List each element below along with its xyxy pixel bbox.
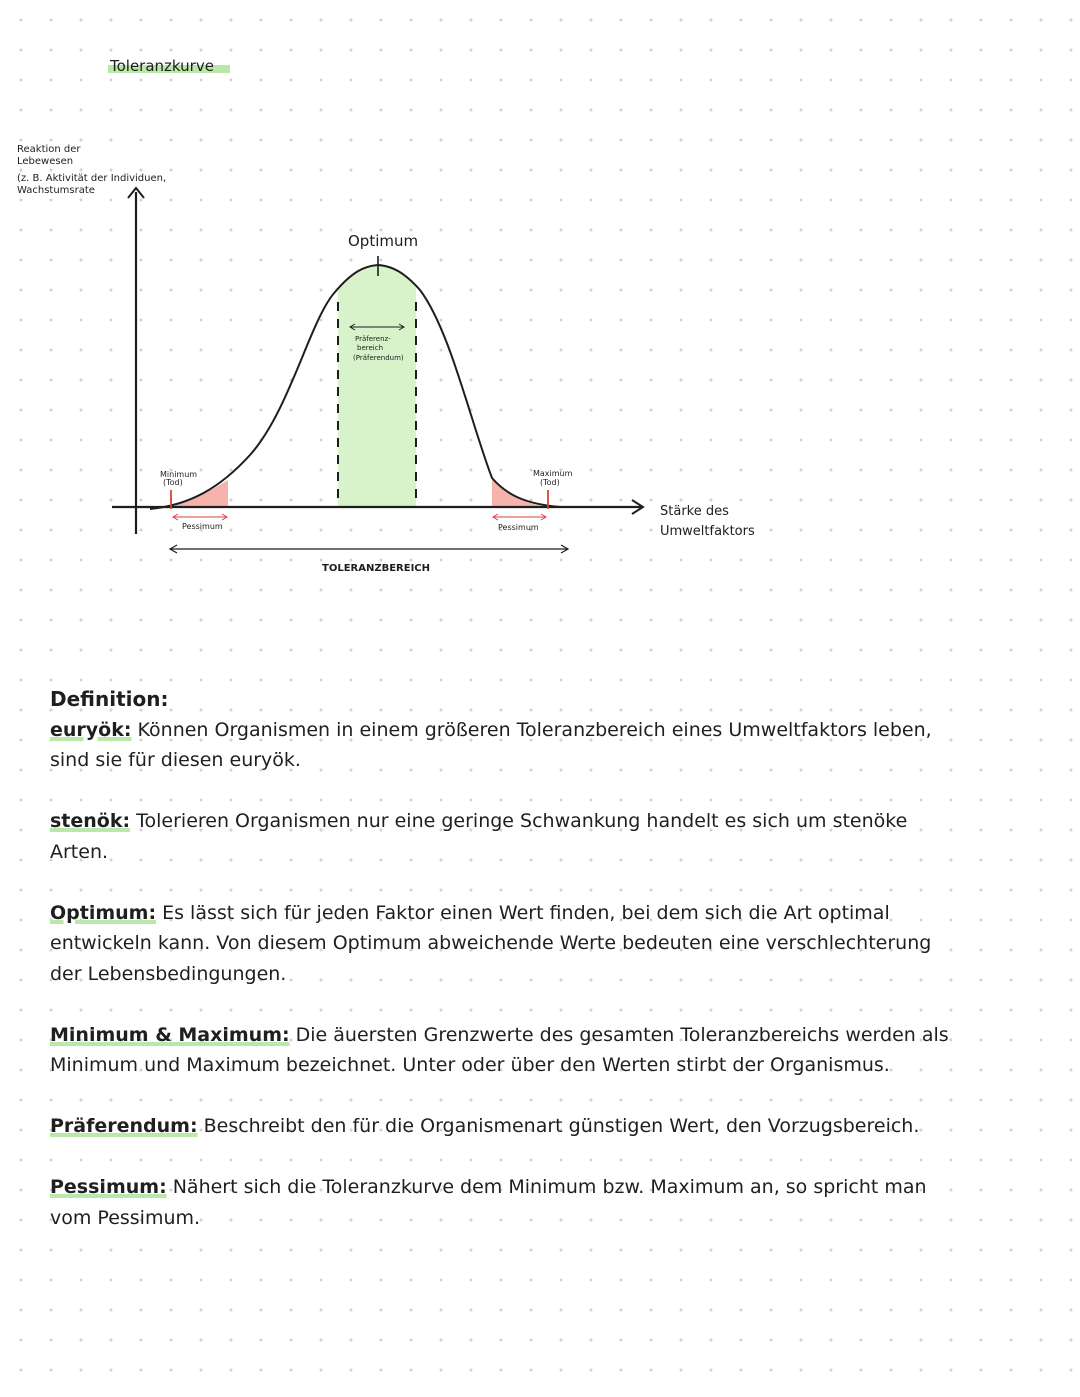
preferendum-area [338,265,416,507]
tolerance-range-label: TOLERANZBEREICH [322,563,430,574]
y-axis-label: Reaktion der Lebewesen (z. B. Aktivität der Individuen, Wachstumsrate [17,144,167,196]
definition-text: Es lässt sich für jeden Faktor einen Wert finden, bei dem sich die Art optimal entwickeln kann. Von diesem Optimum abweichende Werte bedeuten eine verschlechterung der Lebensbedingungen. [50,901,932,985]
definition-stenoek [50,806,950,867]
definition-text: Können Organismen in einem größeren Toleranzbereich eines Umweltfaktors leben, sind sie für diesen euryök. [50,718,932,771]
definition-text: Nähert sich die Toleranzkurve dem Minimum bzw. Maximum an, so spricht man vom Pessimum. [50,1176,927,1229]
definition-term: Pessimum: [50,1176,167,1198]
definition-term: Optimum: [50,901,157,924]
definition-optimum [50,898,950,990]
definitions-section [50,684,950,1264]
preferendum-label: Präferenz- bereich (Präferendum) [353,335,404,362]
definition-pessimum [50,1172,950,1233]
definition-term: Minimum & Maximum: [50,1023,290,1046]
definition-minimum-maximum [50,1020,950,1081]
tolerance-curve-diagram [0,0,1080,640]
definition-euryoek [50,715,950,776]
minimum-label: Minimum (Tod) [160,470,198,487]
definition-text: Die äuersten Grenzwerte des gesamten Toleranzbereichs werden als Minimum und Maximum bezeichnet. Unter oder über den Werten stirbt der Organismus. [50,1023,949,1076]
optimum-label: Optimum [348,232,419,250]
definition-term: stenök: [50,810,131,832]
definition-praeferendum [50,1111,950,1142]
pessimum-right-label: Pessimum [498,523,539,532]
pessimum-left-label: Pessimum [182,522,223,531]
definition-text: Beschreibt den für die Organismenart günstigen Wert, den Vorzugsbereich. [197,1115,920,1137]
x-axis-label: Stärke des Umweltfaktors [660,504,755,539]
definition-term: euryök: [50,718,132,741]
definition-term: Präferendum: [50,1115,198,1137]
definition-text: Tolerieren Organismen nur eine geringe Schwankung handelt es sich um stenöke Arten. [50,810,908,863]
maximum-label: Maximum (Tod) [533,469,573,487]
diagram-title: Toleranzkurve [110,57,214,75]
definitions-heading: Definition: [50,687,169,711]
